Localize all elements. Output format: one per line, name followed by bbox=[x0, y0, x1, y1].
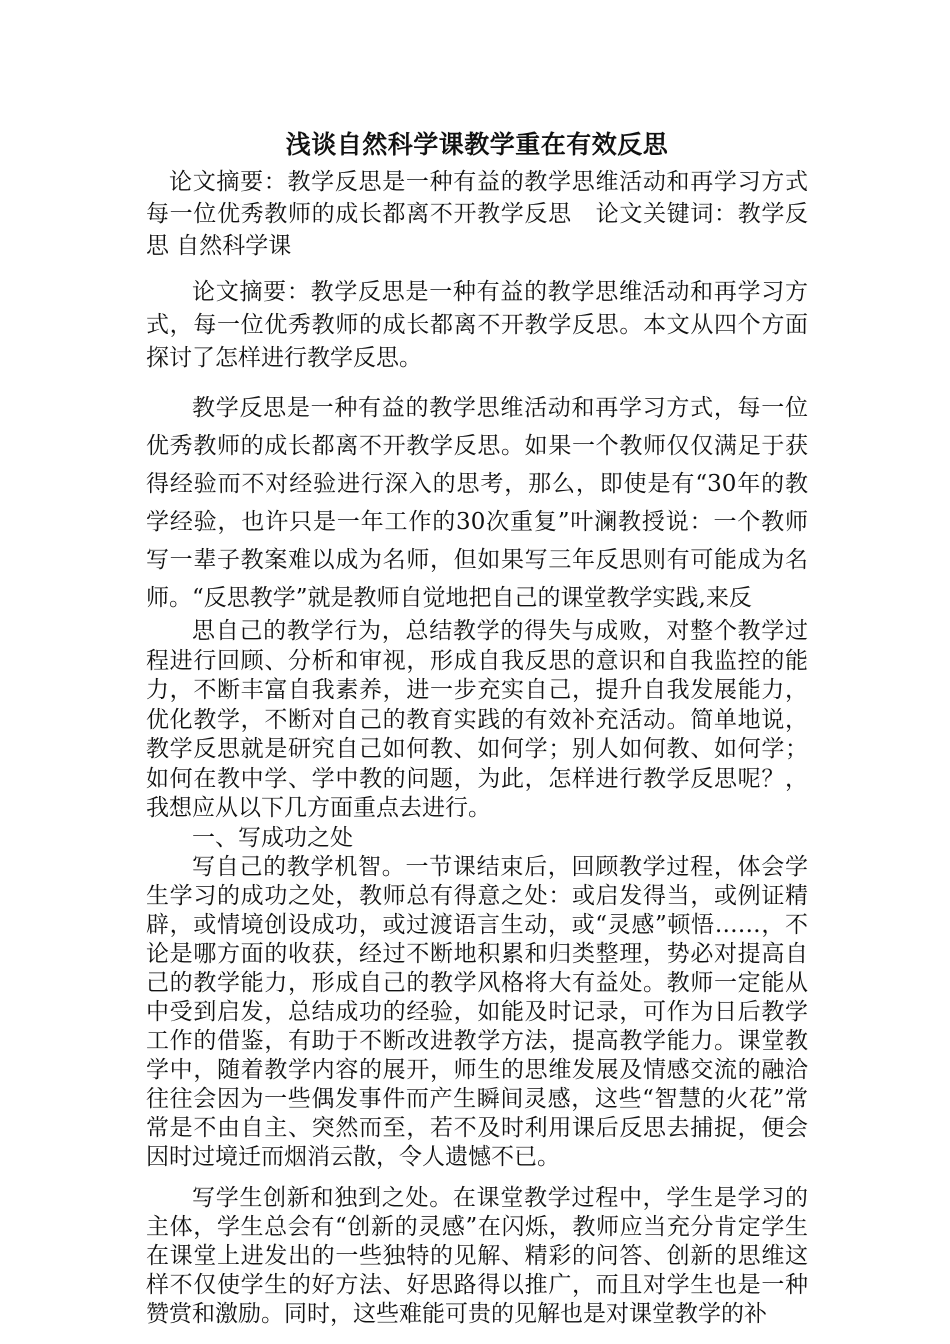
section-paragraph-1: 写自己的教学机智。一节课结束后，回顾教学过程，体会学生学习的成功之处，教师总有得意之处：或启发得当，或例证精辟，或情境创设成功，或过渡语言生动，或“灵感”顿悟……，不论是哪方面的收获，经过不断地积累和归类整理，势必对提高自己的教学能力，形成自己的教学风格将大有益处。教师一定能从中受到启发，总结成功的经验，如能及时记录，可作为日后教学工作的借鉴，有助于不断改进教学方法，提高教学能力。课堂教学中，随着教学内容的展开，师生的思维发展及情感交流的融洽往往会因为一些偶发事件而产生瞬间灵感，这些“智慧的火花”常常是不由自主、突然而至，若不及时利用课后反思去捕捉，便会因时过境迁而烟消云散，令人遗憾不已。 bbox=[146, 853, 808, 1170]
body-paragraph-2: 思自己的教学行为，总结教学的得失与成败，对整个教学过程进行回顾、分析和审视，形成自我反思的意识和自我监控的能力，不断丰富自我素养，进一步充实自己，提升自我发展能力，优化教学，不断对自己的教育实践的有效补充活动。简单地说，教学反思就是研究自己如何教、如何学；别人如何教、如何学；如何在教中学、学中教的问题，为此，怎样进行教学反思呢？，我想应从以下几方面重点去进行。 bbox=[146, 618, 808, 821]
section-heading: 一、写成功之处 bbox=[192, 824, 353, 851]
document-title: 浅谈自然科学课教学重在有效反思 bbox=[285, 130, 669, 159]
keywords-text: 论文关键词：教学反思 自然科学课 bbox=[146, 201, 809, 259]
section-paragraph-2: 写学生创新和独到之处。在课堂教学过程中，学生是学习的主体，学生总会有“创新的灵感”在闪烁，教师应当充分肯定学生在课堂上进发出的一些独特的见解、精彩的问答、创新的思维这样不仅使学生的好方法、好思路得以推广，而且对学生也是一种赞赏和激励。同时，这些难能可贵的见解也是对课堂教学的补 bbox=[146, 1184, 808, 1327]
summary-text: 论文摘要：教学反思是一种有益的教学思维活动和再学习方式每一位优秀教师的成长都离不开教学反思 bbox=[146, 169, 808, 227]
body-paragraph-1: 教学反思是一种有益的教学思维活动和再学习方式，每一位优秀教师的成长都离不开教学反思。如果一个教师仅仅满足于获得经验而不对经验进行深入的思考，那么，即使是有“30年的教学经验，也许只是一年工作的30次重复”叶澜教授说：一个教师写一辈子教案难以成为名师，但如果写三年反思则有可能成为名师。“反思教学”就是教师自觉地把自己的课堂教学实践,来反 bbox=[146, 395, 808, 611]
abstract-paragraph: 论文摘要：教学反思是一种有益的教学思维活动和再学习方式，每一位优秀教师的成长都离不开教学反思。本文从四个方面探讨了怎样进行教学反思。 bbox=[146, 279, 808, 371]
document-page bbox=[146, 128, 808, 1329]
summary-block bbox=[146, 166, 808, 262]
